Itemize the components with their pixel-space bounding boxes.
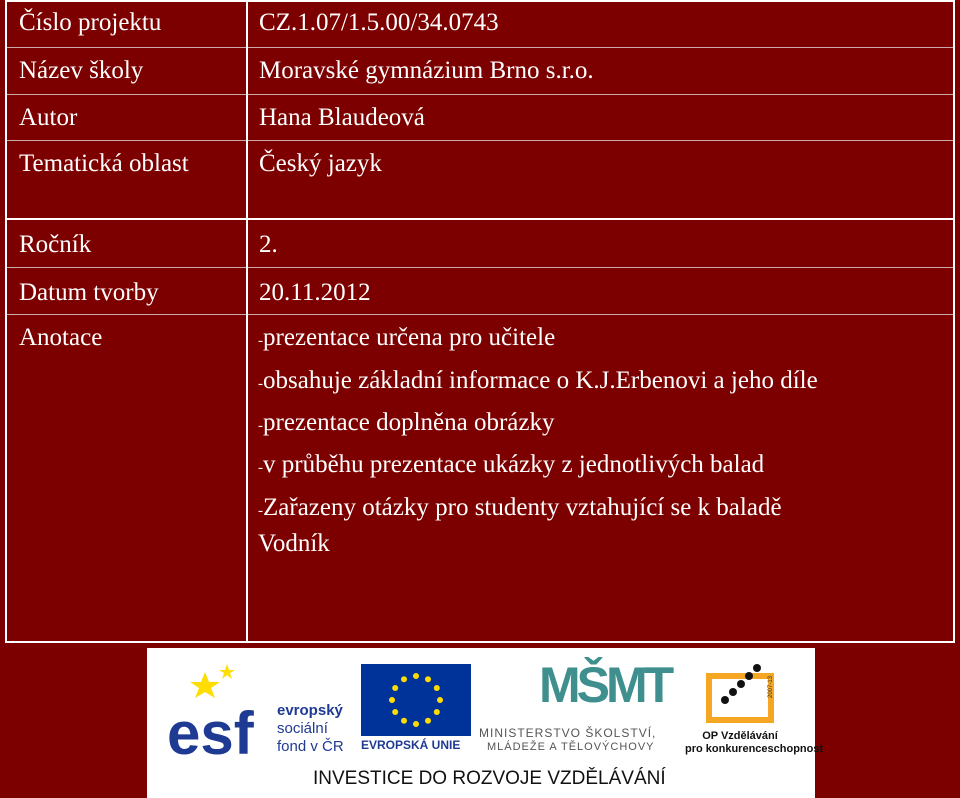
eu-star-icon (425, 676, 431, 682)
annotation-text: v průběhu prezentace ukázky z jednotlivých balad (263, 451, 765, 478)
row-divider (5, 267, 955, 268)
annotation-line (258, 408, 555, 441)
msmt-label (479, 726, 656, 754)
annotation-line (258, 450, 764, 483)
table-border-bottom (5, 641, 955, 643)
svg-text:2007-13: 2007-13 (768, 675, 774, 698)
op-logo (675, 658, 824, 758)
annotation-line (258, 366, 818, 399)
row-value: Moravské gymnázium Brno s.r.o. (259, 57, 594, 84)
esf-label-line: sociální (277, 720, 328, 737)
esf-mark-icon (165, 662, 275, 762)
row-label: Název školy (19, 57, 144, 84)
eu-star-icon (425, 718, 431, 724)
table-border-left (5, 0, 7, 643)
row-value: 20.11.2012 (259, 279, 371, 306)
row-divider (5, 94, 955, 95)
op-label-line: OP Vzdělávání (702, 730, 778, 742)
row-value: 2. (259, 231, 278, 258)
row-divider (5, 47, 955, 48)
annotation-line (258, 323, 555, 356)
eu-star-icon (401, 676, 407, 682)
annotation-text: prezentace určena pro učitele (263, 324, 556, 351)
msmt-label-line: MINISTERSTVO ŠKOLSTVÍ, (479, 726, 657, 740)
annotation-text: prezentace doplněna obrázky (263, 409, 555, 436)
annotation-text: obsahuje základní informace o K.J.Erbenovi a jeho díle (263, 367, 818, 394)
eu-star-icon (392, 685, 398, 691)
eu-star-icon (401, 718, 407, 724)
eu-label: EVROPSKÁ UNIE (361, 738, 461, 752)
row-label: Ročník (19, 231, 92, 258)
row-value: Hana Blaudeová (259, 104, 425, 131)
footer-slogan: INVESTICE DO ROZVOJE VZDĚLÁVÁNÍ (313, 768, 666, 789)
annotation-text: Vodník (258, 530, 330, 557)
column-divider (246, 0, 248, 643)
project-info-table (5, 0, 955, 643)
row-label: Tematická oblast (19, 150, 189, 177)
esf-label-line: evropský (277, 702, 343, 719)
annotation-dash: - (258, 376, 263, 392)
row-label: Autor (19, 104, 78, 131)
row-divider (5, 314, 955, 315)
esf-label-line: fond v ČR (277, 738, 344, 755)
eu-star-icon (434, 685, 440, 691)
op-label-line: pro konkurenceschopnost (685, 743, 824, 755)
eu-star-icon (434, 709, 440, 715)
row-divider (5, 140, 955, 141)
row-value: CZ.1.07/1.5.00/34.0743 (259, 9, 499, 36)
eu-flag-icon (361, 664, 471, 736)
annotation-dash: - (258, 418, 263, 434)
eu-star-icon (413, 673, 419, 679)
eu-star-icon (392, 709, 398, 715)
table-border-right (953, 0, 955, 643)
eu-star-icon (437, 697, 443, 703)
annotation-dash: - (258, 333, 263, 349)
annotation-text: Zařazeny otázky pro studenty vztahující se k baladě (263, 494, 782, 521)
msmt-logo (479, 656, 669, 756)
annotation-dash: - (258, 460, 263, 476)
table-border-top (5, 0, 955, 2)
row-label: Datum tvorby (19, 279, 159, 306)
eu-star-icon (413, 721, 419, 727)
esf-logo (165, 662, 349, 762)
op-label (685, 730, 824, 756)
row-value: Český jazyk (259, 150, 382, 177)
row-label: Číslo projektu (19, 9, 162, 36)
msmt-letters: MŠMT (539, 657, 671, 713)
op-mark-icon (675, 658, 805, 730)
esf-label (277, 702, 344, 756)
eu-star-icon (389, 697, 395, 703)
msmt-label-line: MLÁDEŽE A TĚLOVÝCHOVY (487, 741, 655, 753)
row-divider (5, 218, 955, 220)
annotation-line (258, 529, 330, 559)
annotation-line (258, 493, 782, 526)
annotation-dash: - (258, 503, 263, 519)
row-label: Anotace (19, 324, 103, 351)
svg-text:esf: esf (167, 700, 254, 762)
funding-logos (147, 648, 824, 798)
eu-flag-logo (361, 664, 471, 752)
